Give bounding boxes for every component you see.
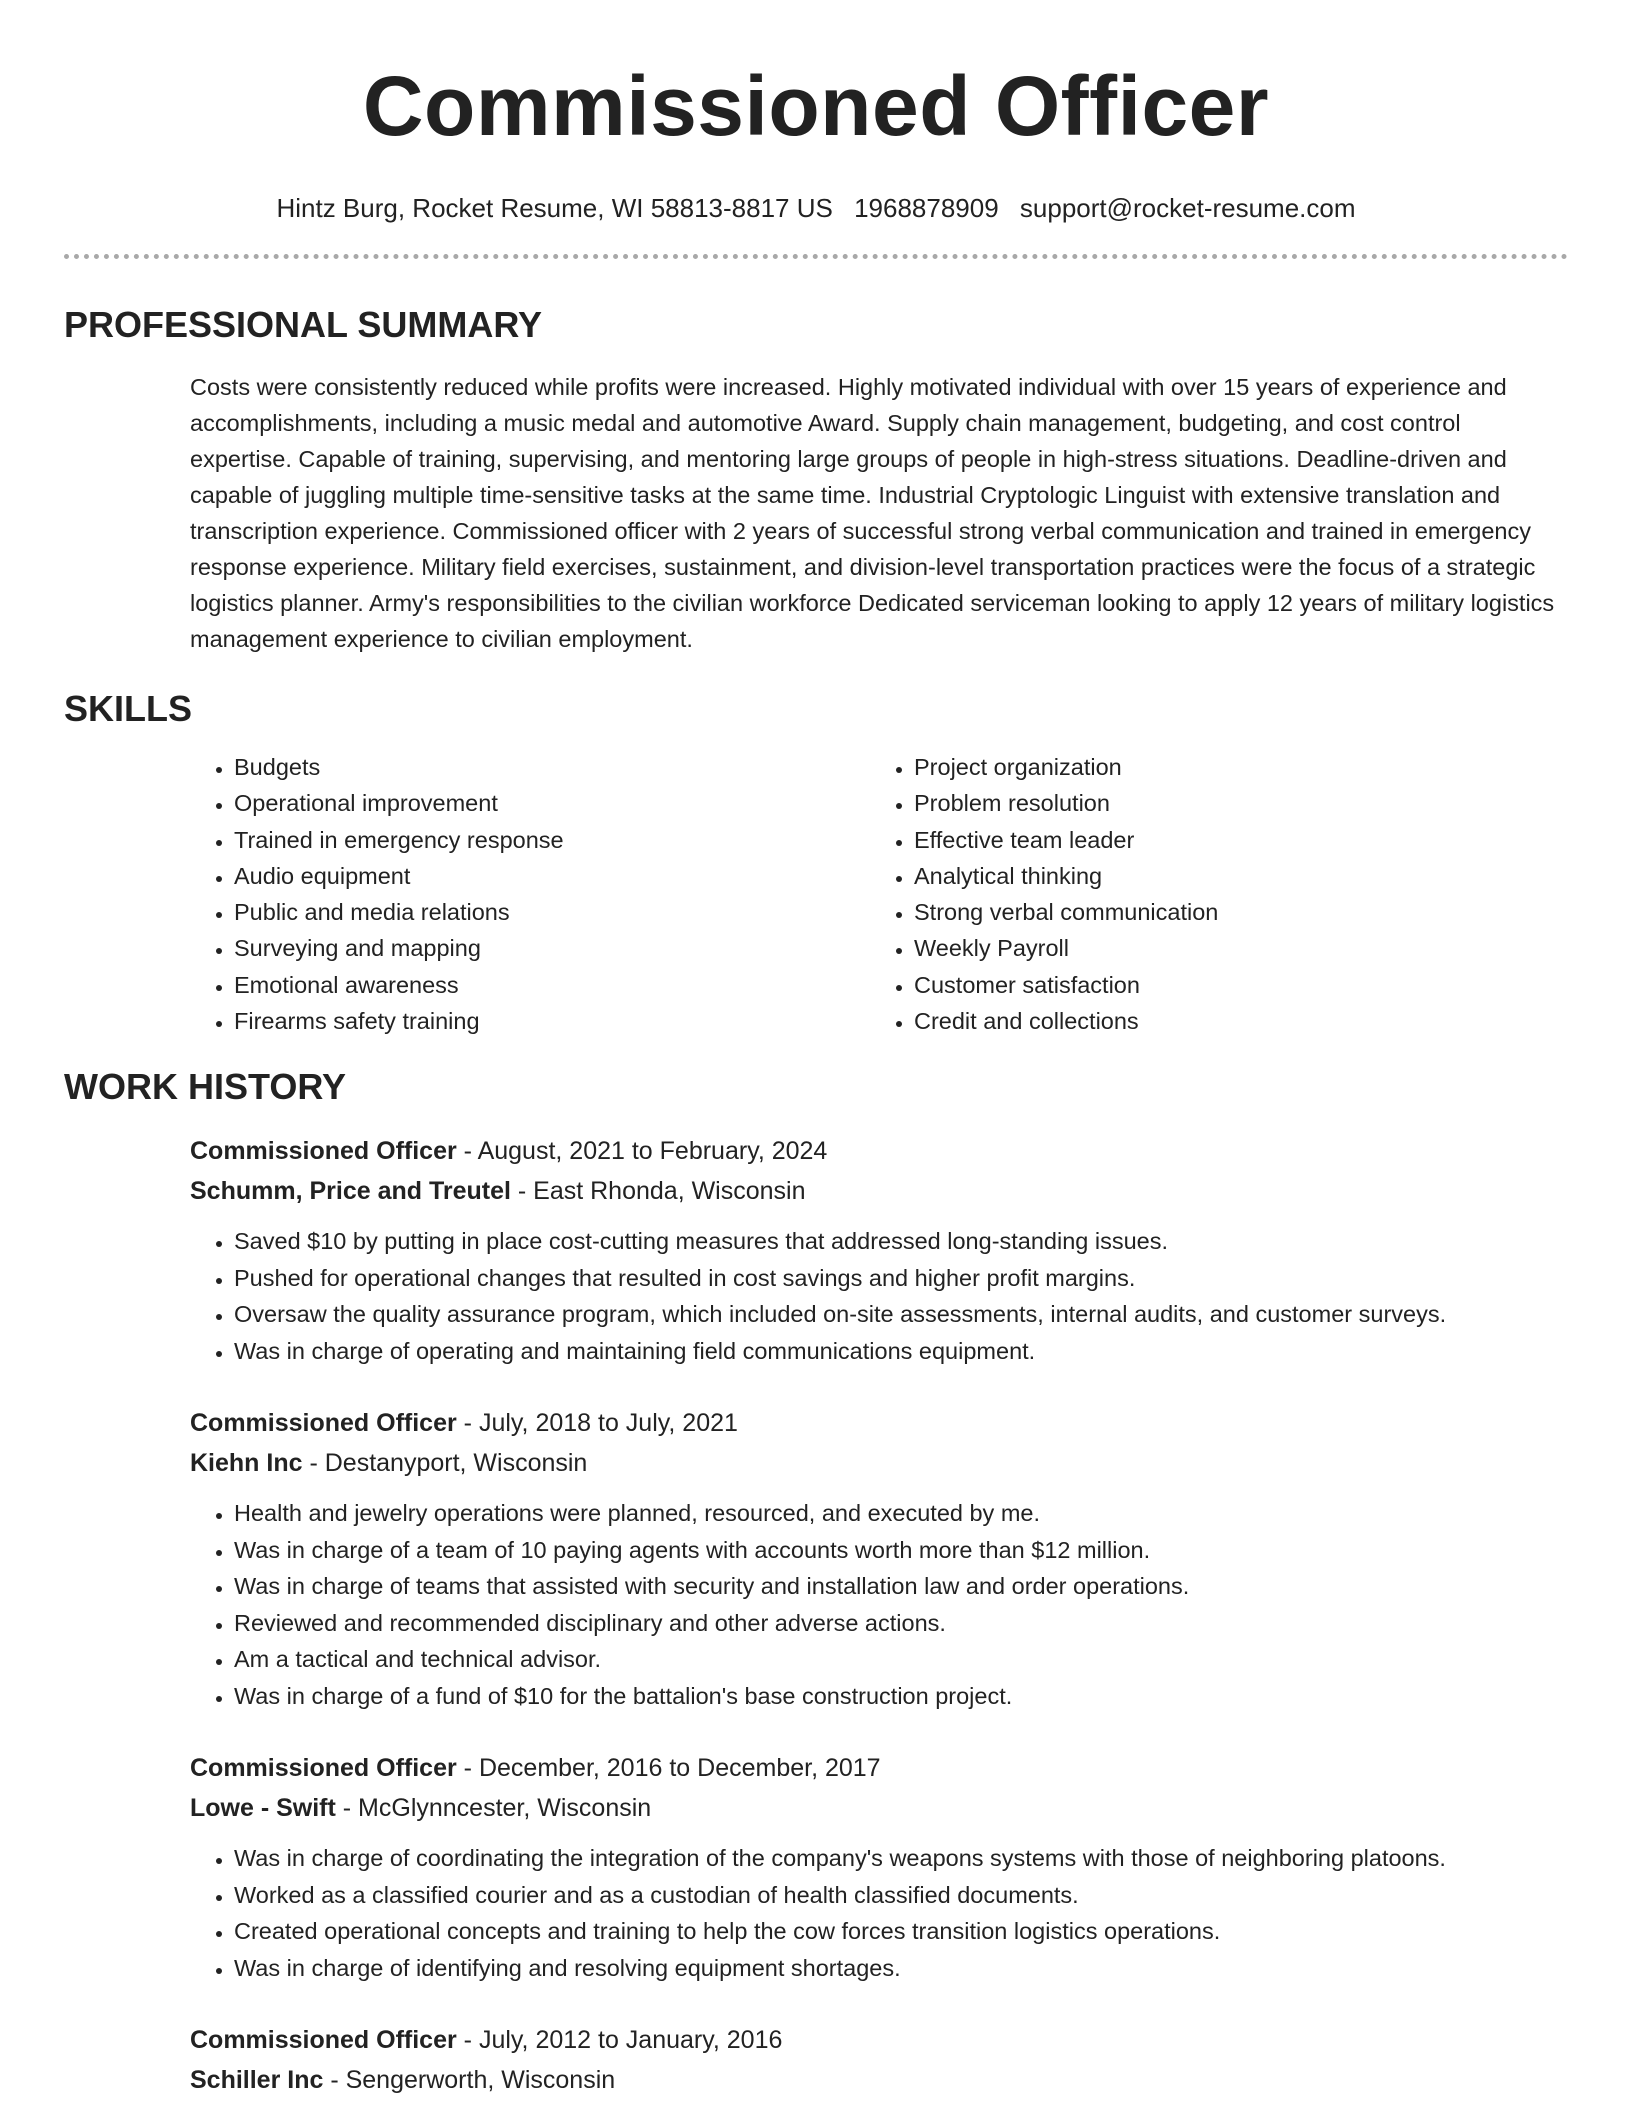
job-bullet: • Created operational concepts and training to help the cow forces transition logistics operations. bbox=[234, 1913, 1568, 1950]
job-bullet: • Was in charge of operating and maintaining field communications equipment. bbox=[234, 1333, 1568, 1370]
contact-email: support@rocket-resume.com bbox=[1019, 193, 1356, 223]
job-bullet: • Was in charge of teams that assisted with security and installation law and order operations. bbox=[234, 1568, 1568, 1605]
skills-column-left bbox=[190, 749, 870, 1039]
job-entry bbox=[190, 1748, 1568, 1986]
job-location: - East Rhonda, Wisconsin bbox=[510, 1177, 806, 1206]
skill-item: • Effective team leader bbox=[914, 822, 1218, 858]
job-dates: - August, 2021 to February, 2024 bbox=[456, 1137, 828, 1166]
job-position: Commissioned Officer bbox=[190, 1409, 457, 1438]
job-title-line bbox=[190, 1131, 1568, 1171]
job-bullet: • Health and jewelry operations were planned, resourced, and executed by me. bbox=[234, 1495, 1568, 1532]
job-entry bbox=[190, 1131, 1568, 1369]
summary-text: Costs were consistently reduced while profits were increased. Highly motivated individual with over 15 years of experience and accomplishments, including a music medal and automotive Award. Supply chain management, budgeting, and cost control expertise. Capable of training, supervising, and mentoring large groups of people in high-stress situations. Deadline-driven and capable of juggling multiple time-sensitive tasks at the same time. Industrial Cryptologic Linguist with extensive translation and transcription experience. Commissioned officer with 2 years of successful strong verbal communication and trained in emergency response experience. Military field exercises, sustainment, and division-level transportation practices were the focus of a strategic logistics planner. Army's responsibilities to the civilian workforce Dedicated serviceman looking to apply 12 years of military logistics management experience to civilian employment. bbox=[190, 374, 1555, 652]
job-bullets bbox=[190, 1495, 1568, 1714]
skills-column-right bbox=[870, 749, 1218, 1039]
job-company-line bbox=[190, 1171, 1568, 1211]
job-company-line bbox=[190, 1788, 1568, 1828]
job-title-line bbox=[190, 2020, 1568, 2060]
job-company-line bbox=[190, 1443, 1568, 1483]
skill-item: • Emotional awareness bbox=[234, 967, 870, 1003]
summary-heading: PROFESSIONAL SUMMARY bbox=[64, 304, 543, 345]
job-title-line bbox=[190, 1403, 1568, 1443]
job-title-line bbox=[190, 1748, 1568, 1788]
job-bullet: • Was in charge of identifying and resolving equipment shortages. bbox=[234, 1950, 1568, 1987]
job-bullet: • Saved $10 by putting in place cost-cutting measures that addressed long-standing issues. bbox=[234, 1223, 1568, 1260]
job-bullet: • Worked as a classified courier and as a custodian of health classified documents. bbox=[234, 1877, 1568, 1914]
skill-item: • Customer satisfaction bbox=[914, 967, 1218, 1003]
job-company: Lowe - Swift bbox=[190, 1794, 336, 1823]
work-history-heading: WORK HISTORY bbox=[64, 1066, 347, 1108]
job-dates: - July, 2012 to January, 2016 bbox=[456, 2026, 783, 2055]
skills-heading: SKILLS bbox=[64, 688, 193, 729]
job-location: - Sengerworth, Wisconsin bbox=[323, 2066, 616, 2095]
job-bullets bbox=[190, 1840, 1568, 1986]
job-bullet: • Was in charge of a fund of $10 for the battalion's base construction project. bbox=[234, 1678, 1568, 1715]
skill-item: • Surveying and mapping bbox=[234, 930, 870, 966]
skill-item: • Public and media relations bbox=[234, 894, 870, 930]
job-company: Schiller Inc bbox=[190, 2066, 324, 2095]
skill-item: • Operational improvement bbox=[234, 785, 870, 821]
job-position: Commissioned Officer bbox=[190, 2026, 457, 2055]
skill-item: • Project organization bbox=[914, 749, 1218, 785]
job-entry bbox=[190, 2020, 1568, 2100]
job-dates: - December, 2016 to December, 2017 bbox=[456, 1754, 881, 1783]
job-company-line bbox=[190, 2060, 1568, 2100]
job-bullet: • Was in charge of a team of 10 paying agents with accounts worth more than $12 million. bbox=[234, 1532, 1568, 1569]
job-bullet: • Oversaw the quality assurance program, which included on-site assessments, internal audits, and customer surveys. bbox=[234, 1296, 1568, 1333]
job-company: Kiehn Inc bbox=[190, 1449, 303, 1478]
skill-item: • Trained in emergency response bbox=[234, 822, 870, 858]
skill-item: • Budgets bbox=[234, 749, 870, 785]
skill-item: • Strong verbal communication bbox=[914, 894, 1218, 930]
skill-item: • Credit and collections bbox=[914, 1003, 1218, 1039]
job-company: Schumm, Price and Treutel bbox=[190, 1177, 511, 1206]
skill-item: • Analytical thinking bbox=[914, 858, 1218, 894]
skill-item: • Weekly Payroll bbox=[914, 930, 1218, 966]
job-bullet: • Am a tactical and technical advisor. bbox=[234, 1641, 1568, 1678]
job-location: - Destanyport, Wisconsin bbox=[302, 1449, 588, 1478]
job-bullet: • Reviewed and recommended disciplinary and other adverse actions. bbox=[234, 1605, 1568, 1642]
job-bullets bbox=[190, 1223, 1568, 1369]
job-position: Commissioned Officer bbox=[190, 1754, 457, 1783]
page-title: Commissioned Officer bbox=[362, 59, 1270, 153]
contact-info bbox=[64, 192, 1568, 224]
job-entry bbox=[190, 1403, 1568, 1714]
skill-item: • Firearms safety training bbox=[234, 1003, 870, 1039]
skill-item: • Audio equipment bbox=[234, 858, 870, 894]
contact-phone: 1968878909 bbox=[854, 193, 999, 223]
job-bullet: • Pushed for operational changes that resulted in cost savings and higher profit margins. bbox=[234, 1260, 1568, 1297]
job-bullet: • Was in charge of coordinating the integration of the company's weapons systems with those of neighboring platoons. bbox=[234, 1840, 1568, 1877]
job-dates: - July, 2018 to July, 2021 bbox=[456, 1409, 738, 1438]
contact-address: Hintz Burg, Rocket Resume, WI 58813-8817 US bbox=[276, 193, 833, 223]
job-position: Commissioned Officer bbox=[190, 1137, 457, 1166]
skill-item: • Problem resolution bbox=[914, 785, 1218, 821]
header-divider bbox=[64, 254, 1568, 259]
skills-list bbox=[190, 749, 1568, 1039]
job-location: - McGlynncester, Wisconsin bbox=[335, 1794, 652, 1823]
